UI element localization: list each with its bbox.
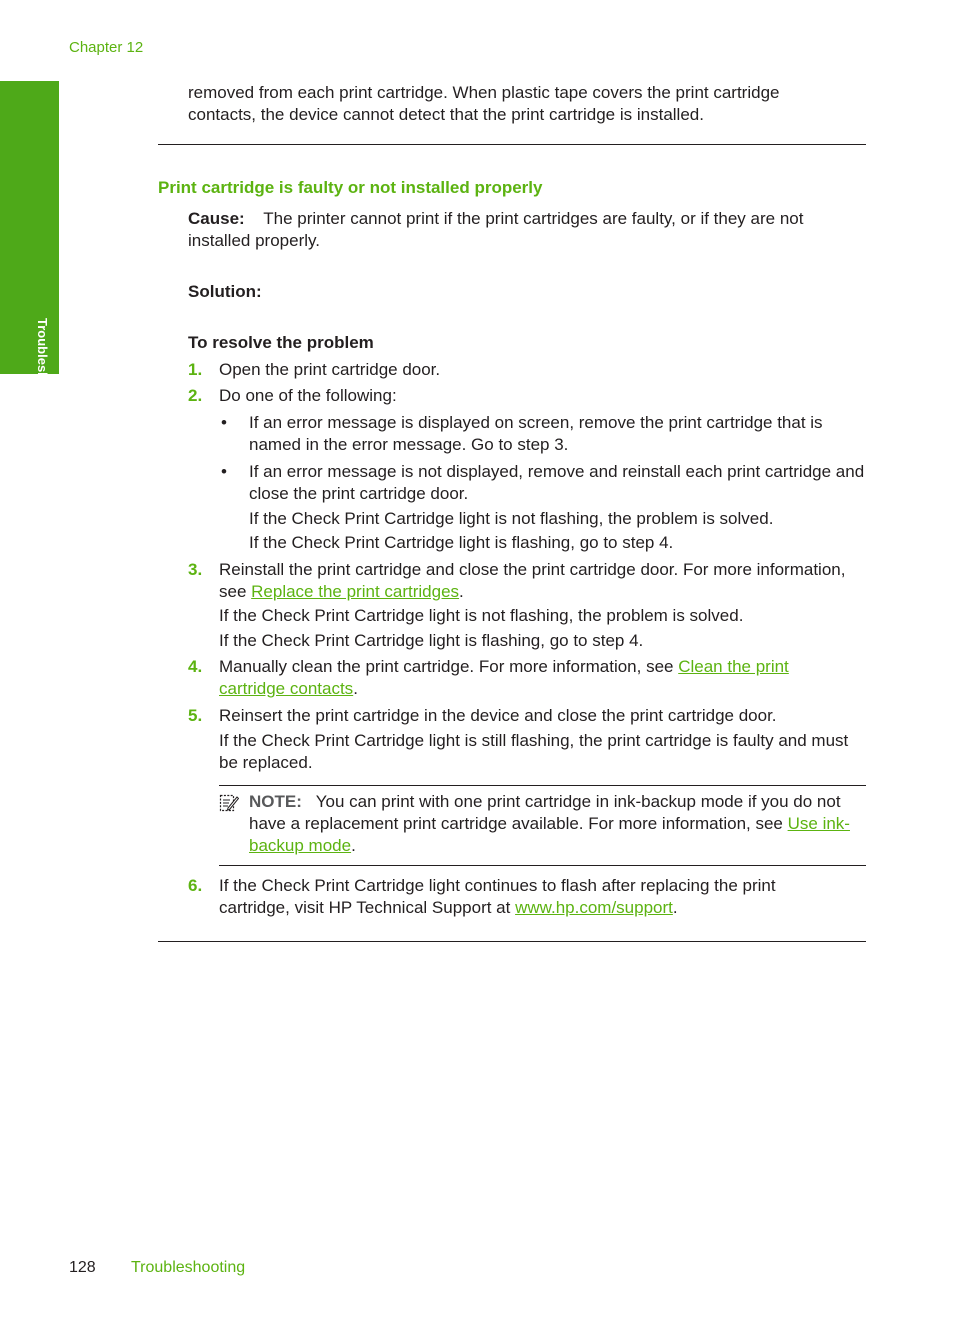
step-text-after: . (353, 679, 358, 698)
step-text-before: If the Check Print Cartridge light continues to flash after replacing the print cartridge, visit HP Technical Support at (219, 876, 776, 917)
step-note: If the Check Print Cartridge light is still flashing, the print cartridge is faulty and must be replaced. (219, 731, 849, 772)
solution-label: Solution: (188, 282, 262, 301)
step-number: 6. (188, 876, 203, 895)
step-note: If the Check Print Cartridge light is flashing, go to step 4. (219, 631, 644, 650)
note-divider-top (219, 785, 866, 786)
section-divider-bottom (158, 941, 866, 942)
note-text (249, 791, 869, 857)
note-text-before: You can print with one print cartridge in ink-backup mode if you do not have a replacement print cartridge available. For more information, see (249, 792, 841, 833)
footer-section-label: Troubleshooting (131, 1259, 246, 1276)
side-tab (0, 81, 59, 420)
step-number: 5. (188, 706, 203, 725)
cause-paragraph (188, 208, 868, 252)
bullet-note: If the Check Print Cartridge light is not flashing, the problem is solved. (249, 509, 774, 528)
step-number: 3. (188, 560, 203, 579)
intro-line-1: removed from each print cartridge. When plastic tape covers the print cartridge (188, 83, 780, 102)
chapter-label: Chapter 12 (69, 39, 144, 56)
ink-backup-link[interactable]: Use ink-backup mode (249, 814, 850, 855)
step-number: 2. (188, 386, 203, 405)
bullet-note: If the Check Print Cartridge light is flashing, go to step 4. (249, 533, 674, 552)
note-divider-bottom (219, 865, 866, 866)
step-note: If the Check Print Cartridge light is not flashing, the problem is solved. (219, 606, 744, 625)
bullet-text: If an error message is not displayed, remove and reinstall each print cartridge and close the print cartridge door. (249, 462, 865, 503)
note-icon (219, 793, 239, 813)
note-label: NOTE: (249, 792, 302, 811)
step-text (219, 559, 867, 603)
replace-cartridges-link[interactable]: Replace the print cartridges (251, 582, 460, 601)
step-text: Open the print cartridge door. (219, 360, 441, 379)
page-number: 128 (69, 1259, 96, 1276)
side-tab-label: Troubleshooting (35, 318, 50, 420)
step-text-after: . (459, 582, 464, 601)
bullet-text: If an error message is displayed on screen, remove the print cartridge that is named in the error message. Go to step 3. (249, 413, 823, 454)
step-number: 1. (188, 360, 203, 379)
note-text-after: . (351, 836, 356, 855)
step-number: 4. (188, 657, 203, 676)
cause-text: The printer cannot print if the print cartridges are faulty, or if they are not installed properly. (188, 209, 804, 250)
hp-support-link[interactable]: www.hp.com/support (515, 898, 673, 917)
resolve-title: To resolve the problem (188, 333, 374, 352)
cause-label: Cause: (188, 209, 245, 228)
bullet-symbol: • (221, 413, 227, 432)
section-title: Print cartridge is faulty or not installed properly (158, 178, 543, 197)
step-text-before: Manually clean the print cartridge. For more information, see (219, 657, 679, 676)
step-text: Do one of the following: (219, 386, 397, 405)
section-divider-top (158, 144, 866, 145)
step-text (219, 875, 839, 919)
clean-contacts-link[interactable]: Clean the print cartridge contacts (219, 657, 789, 698)
intro-line-2: contacts, the device cannot detect that the print cartridge is installed. (188, 105, 704, 124)
step-text-after: . (672, 898, 678, 917)
step-text: Reinsert the print cartridge in the device and close the print cartridge door. (219, 706, 777, 725)
bullet-symbol: • (221, 462, 227, 481)
step-text (219, 656, 839, 700)
step-text-before: Reinstall the print cartridge and close the print cartridge door. For more information, see (219, 560, 846, 601)
